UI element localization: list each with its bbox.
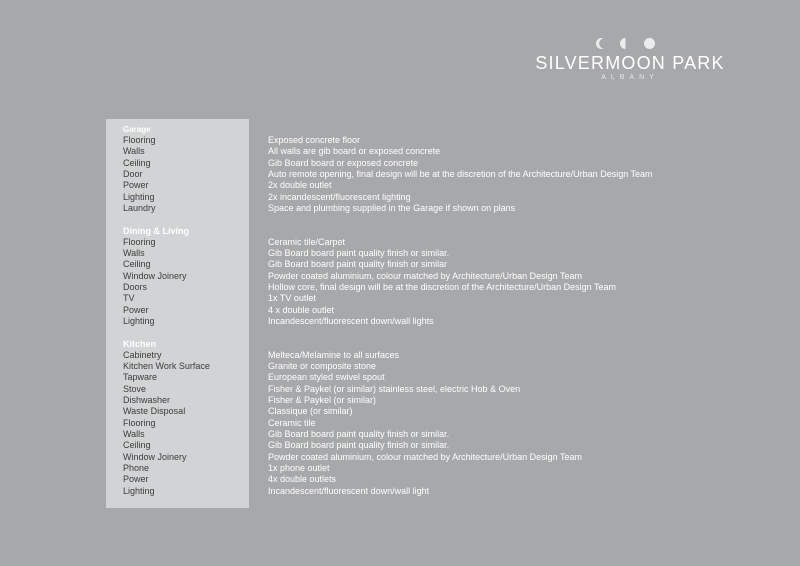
spec-value: Hollow core, final design will be at the discretion of the Architecture/Urban Design Team [268, 282, 617, 292]
spec-value: 1x TV outlet [268, 293, 316, 304]
spec-value: Incandescent/fluorescent down/wall lights [268, 315, 434, 326]
spec-label: TV [123, 293, 135, 304]
spec-value: All walls are gib board or exposed concrete [268, 146, 441, 157]
spec-value: Exposed concrete floor [268, 135, 361, 145]
spec-row [0, 372, 800, 383]
spec-label: Ceiling [123, 259, 151, 270]
spec-value: Gib Board board paint quality finish or similar. [268, 440, 450, 451]
spec-value: Ceramic tile/Carpet [268, 236, 346, 247]
spec-row [0, 259, 800, 270]
spec-value: 1x phone outlet [268, 462, 330, 473]
spec-row [0, 463, 800, 474]
spec-row [0, 180, 800, 191]
spec-value: 4x double outlets [268, 474, 337, 485]
spec-label: Lighting [123, 485, 155, 496]
spec-label: Power [123, 180, 149, 191]
spec-label: Window Joinery [123, 451, 187, 462]
half-moon-icon [620, 38, 631, 49]
spec-row [0, 395, 800, 406]
spec-row [0, 135, 800, 146]
spec-label: Flooring [123, 417, 156, 428]
spec-row [0, 418, 800, 429]
spec-row [0, 146, 800, 157]
spec-value: Powder coated aluminium, colour matched by Architecture/Urban Design Team [268, 451, 582, 462]
spec-value: 2x incandescent/fluorescent lighting [268, 191, 411, 202]
spec-label: Flooring [123, 236, 156, 247]
spec-row [0, 305, 800, 316]
crescent-moon-icon [596, 38, 607, 49]
section-title: Garage [123, 125, 151, 134]
spec-row [0, 169, 800, 180]
spec-label: Kitchen Work Surface [123, 361, 210, 372]
spec-row [0, 192, 800, 203]
section-title: Kitchen [123, 338, 157, 349]
spec-row [0, 474, 800, 485]
spec-row [0, 452, 800, 463]
spec-label: Doors [123, 282, 148, 292]
spec-value: Gib Board board paint quality finish or similar. [268, 429, 450, 439]
brand-subtitle: ALBANY [601, 74, 659, 81]
full-moon-icon [644, 38, 655, 49]
spec-row [0, 271, 800, 282]
spec-value: Fisher & Paykel (or similar) stainless steel, electric Hob & Oven [268, 383, 521, 394]
spec-label: Window Joinery [123, 270, 187, 281]
spec-row [0, 237, 800, 248]
spec-value: Gib Board board or exposed concrete [268, 157, 419, 168]
spec-value: Ceramic tile [268, 417, 316, 428]
spec-row [0, 316, 800, 327]
spec-label: Phone [123, 462, 150, 473]
spec-value: Space and plumbing supplied in the Garage if shown on plans [268, 202, 516, 213]
spec-label: Laundry [123, 202, 156, 213]
spec-label: Walls [123, 146, 145, 157]
spec-row [0, 158, 800, 169]
spec-row [0, 282, 800, 293]
spec-value: Incandescent/fluorescent down/wall light [268, 485, 430, 496]
spec-value: Melteca/Melamine to all surfaces [268, 349, 400, 360]
spec-label: Door [123, 168, 143, 179]
spec-row [0, 406, 800, 417]
spec-label: Walls [123, 429, 145, 439]
spec-value: Fisher & Paykel (or similar) [268, 395, 377, 406]
spec-value: Powder coated aluminium, colour matched by Architecture/Urban Design Team [268, 270, 582, 281]
spec-label: Walls [123, 248, 145, 259]
spec-row [0, 248, 800, 259]
spec-label: Waste Disposal [123, 406, 186, 417]
spec-value: Granite or composite stone [268, 361, 377, 372]
spec-label: Ceiling [123, 440, 151, 451]
brand-name: SILVERMOON PARK [535, 53, 725, 73]
specification-list [0, 124, 800, 497]
spec-value: 4 x double outlet [268, 304, 335, 315]
spec-value: Auto remote opening, final design will be at the discretion of the Architecture/Urban Design Team [268, 168, 653, 179]
spec-value: Gib Board board paint quality finish or similar. [268, 248, 450, 259]
section-gap [0, 214, 800, 225]
spec-row [0, 203, 800, 214]
spec-label: Power [123, 474, 149, 485]
spec-label: Ceiling [123, 157, 151, 168]
spec-row [0, 429, 800, 440]
moon-phases-icon [596, 38, 666, 52]
spec-label: Flooring [123, 135, 156, 145]
spec-row [0, 486, 800, 497]
brand-logo [530, 36, 730, 86]
spec-value: Classique (or similar) [268, 406, 353, 417]
spec-label: Stove [123, 383, 147, 394]
spec-row [0, 293, 800, 304]
spec-label: Lighting [123, 315, 155, 326]
spec-label: Tapware [123, 372, 158, 383]
spec-row [0, 361, 800, 372]
spec-row [0, 384, 800, 395]
section-gap [0, 327, 800, 338]
spec-value: European styled swivel spout [268, 372, 385, 383]
spec-label: Dishwasher [123, 395, 171, 406]
spec-row [0, 440, 800, 451]
section-title: Dining & Living [123, 225, 189, 236]
spec-value: 2x double outlet [268, 180, 332, 191]
spec-value: Gib Board board paint quality finish or similar [268, 259, 448, 270]
spec-label: Lighting [123, 191, 155, 202]
spec-row [0, 350, 800, 361]
spec-label: Power [123, 304, 149, 315]
spec-label: Cabinetry [123, 349, 162, 360]
